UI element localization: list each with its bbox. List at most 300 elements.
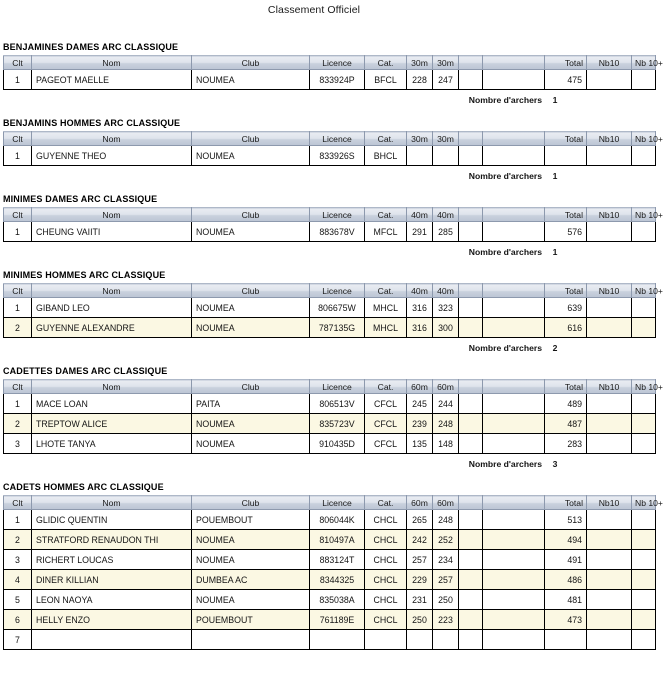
cell-distance-1-score: 229 <box>407 570 433 590</box>
header-distance-2: 40m <box>433 284 459 298</box>
cell-total: 489 <box>545 394 587 414</box>
cell-nb10 <box>587 298 632 318</box>
cell-distance-2-score: 257 <box>433 570 459 590</box>
cell-nb10plus <box>632 146 656 166</box>
header-total: Total <box>545 284 587 298</box>
cell-distance-1-score: 316 <box>407 298 433 318</box>
header-nb10: Nb10 <box>587 380 632 394</box>
table-row[interactable] <box>4 318 656 338</box>
section-gap <box>0 469 628 482</box>
cell-rank: 5 <box>4 590 32 610</box>
cell-total: 486 <box>545 570 587 590</box>
table-row[interactable] <box>4 394 656 414</box>
header-nom: Nom <box>32 208 192 222</box>
cell-distance-2-score: 223 <box>433 610 459 630</box>
header-blank-1 <box>459 56 483 70</box>
cell-club: PAITA <box>192 394 310 414</box>
cell-club: NOUMEA <box>192 70 310 90</box>
results-table <box>3 379 663 454</box>
cell-name <box>32 630 192 650</box>
header-nb10plus: Nb 10+ <box>632 208 656 222</box>
cell-blank-1 <box>459 510 483 530</box>
cell-category: CHCL <box>365 550 407 570</box>
cell-blank-1 <box>459 550 483 570</box>
results-table <box>3 283 663 338</box>
cell-total: 513 <box>545 510 587 530</box>
cell-distance-1-score: 228 <box>407 70 433 90</box>
cell-distance-1-score: 245 <box>407 394 433 414</box>
header-licence: Licence <box>310 208 365 222</box>
archer-count-line <box>0 242 628 257</box>
cell-club: NOUMEA <box>192 146 310 166</box>
cell-rank: 2 <box>4 414 32 434</box>
cell-distance-2-score: 250 <box>433 590 459 610</box>
cell-blank-2 <box>483 590 545 610</box>
cell-distance-2-score <box>433 630 459 650</box>
header-licence: Licence <box>310 496 365 510</box>
cell-total: 491 <box>545 550 587 570</box>
cell-licence: 835723V <box>310 414 365 434</box>
section-title: MINIMES HOMMES ARC CLASSIQUE <box>3 270 166 280</box>
header-nom: Nom <box>32 56 192 70</box>
cell-rank: 4 <box>4 570 32 590</box>
header-blank-2 <box>483 496 545 510</box>
cell-distance-1-score <box>407 630 433 650</box>
table-row[interactable] <box>4 146 656 166</box>
header-club: Club <box>192 496 310 510</box>
cell-blank-1 <box>459 530 483 550</box>
archer-count-line <box>0 166 628 181</box>
cell-blank-2 <box>483 630 545 650</box>
header-club: Club <box>192 208 310 222</box>
cell-distance-1-score: 242 <box>407 530 433 550</box>
cell-nb10plus <box>632 550 656 570</box>
results-section <box>0 118 663 194</box>
header-distance-2: 40m <box>433 208 459 222</box>
cell-licence: 761189E <box>310 610 365 630</box>
cell-licence: 835038A <box>310 590 365 610</box>
cell-blank-1 <box>459 318 483 338</box>
cell-nb10plus <box>632 298 656 318</box>
cell-blank-2 <box>483 434 545 454</box>
cell-licence: 810497A <box>310 530 365 550</box>
table-row[interactable] <box>4 550 656 570</box>
archer-count-value: 3 <box>552 459 558 469</box>
cell-blank-1 <box>459 590 483 610</box>
header-clt: Clt <box>4 56 32 70</box>
cell-nb10plus <box>632 510 656 530</box>
results-table <box>3 495 663 650</box>
cell-name: LEON NAOYA <box>32 590 192 610</box>
cell-name: TREPTOW ALICE <box>32 414 192 434</box>
header-nb10: Nb10 <box>587 132 632 146</box>
header-clt: Clt <box>4 496 32 510</box>
cell-name: CHEUNG VAIITI <box>32 222 192 242</box>
header-distance-2: 30m <box>433 56 459 70</box>
cell-distance-1-score: 265 <box>407 510 433 530</box>
cell-nb10 <box>587 318 632 338</box>
cell-distance-2-score: 248 <box>433 510 459 530</box>
cell-nb10plus <box>632 610 656 630</box>
results-section <box>0 482 663 663</box>
page-title: Classement Officiel <box>267 4 361 16</box>
cell-licence: 787135G <box>310 318 365 338</box>
cell-club: POUEMBOUT <box>192 610 310 630</box>
cell-total: 473 <box>545 610 587 630</box>
table-row[interactable] <box>4 570 656 590</box>
cell-blank-1 <box>459 434 483 454</box>
table-row[interactable] <box>4 510 656 530</box>
cell-blank-2 <box>483 298 545 318</box>
cell-licence: 883678V <box>310 222 365 242</box>
cell-category: BFCL <box>365 70 407 90</box>
cell-distance-2-score: 148 <box>433 434 459 454</box>
archer-count-label: Nombre d'archers <box>468 171 542 181</box>
cell-distance-1-score: 231 <box>407 590 433 610</box>
header-blank-2 <box>483 284 545 298</box>
cell-licence: 806675W <box>310 298 365 318</box>
table-row[interactable] <box>4 610 656 630</box>
cell-category: CFCL <box>365 394 407 414</box>
cell-total <box>545 630 587 650</box>
cell-name: RICHERT LOUCAS <box>32 550 192 570</box>
cell-licence: 8344325 <box>310 570 365 590</box>
title-spacer <box>0 16 628 42</box>
cell-blank-1 <box>459 630 483 650</box>
cell-blank-2 <box>483 530 545 550</box>
cell-blank-1 <box>459 222 483 242</box>
section-title: CADETS HOMMES ARC CLASSIQUE <box>3 482 164 492</box>
header-blank-1 <box>459 496 483 510</box>
table-row[interactable] <box>4 414 656 434</box>
cell-distance-1-score: 257 <box>407 550 433 570</box>
cell-licence <box>310 630 365 650</box>
cell-category: MFCL <box>365 222 407 242</box>
cell-category: MHCL <box>365 318 407 338</box>
results-section <box>0 270 663 366</box>
section-gap <box>0 105 628 118</box>
cell-blank-2 <box>483 610 545 630</box>
cell-nb10plus <box>632 530 656 550</box>
header-club: Club <box>192 284 310 298</box>
archer-count-line <box>0 338 628 353</box>
cell-total: 616 <box>545 318 587 338</box>
cell-blank-2 <box>483 570 545 590</box>
cell-blank-1 <box>459 146 483 166</box>
cell-name: LHOTE TANYA <box>32 434 192 454</box>
table-header-row <box>4 208 656 222</box>
header-nb10: Nb10 <box>587 56 632 70</box>
cell-licence: 806044K <box>310 510 365 530</box>
section-title: BENJAMINS HOMMES ARC CLASSIQUE <box>3 118 181 128</box>
header-blank-2 <box>483 56 545 70</box>
header-licence: Licence <box>310 284 365 298</box>
cell-distance-2-score: 285 <box>433 222 459 242</box>
header-total: Total <box>545 380 587 394</box>
cell-club: NOUMEA <box>192 434 310 454</box>
header-distance-1: 40m <box>407 208 433 222</box>
cell-club: NOUMEA <box>192 414 310 434</box>
cell-total: 639 <box>545 298 587 318</box>
table-header-row <box>4 56 656 70</box>
header-total: Total <box>545 56 587 70</box>
archer-count-value: 2 <box>552 343 558 353</box>
header-blank-2 <box>483 208 545 222</box>
cell-distance-2-score: 247 <box>433 70 459 90</box>
cell-blank-2 <box>483 70 545 90</box>
cell-nb10plus <box>632 70 656 90</box>
header-club: Club <box>192 56 310 70</box>
header-cat: Cat. <box>365 496 407 510</box>
cell-nb10plus <box>632 630 656 650</box>
cell-name: STRATFORD RENAUDON THI <box>32 530 192 550</box>
cell-category: CHCL <box>365 530 407 550</box>
cell-nb10 <box>587 414 632 434</box>
cell-rank: 2 <box>4 530 32 550</box>
header-distance-2: 30m <box>433 132 459 146</box>
header-blank-1 <box>459 132 483 146</box>
cell-nb10 <box>587 590 632 610</box>
cell-name: MACE LOAN <box>32 394 192 414</box>
cell-distance-1-score: 135 <box>407 434 433 454</box>
results-section <box>0 42 663 118</box>
table-row[interactable] <box>4 222 656 242</box>
cell-club: NOUMEA <box>192 530 310 550</box>
table-header-row <box>4 496 656 510</box>
table-row[interactable] <box>4 434 656 454</box>
cell-club: NOUMEA <box>192 590 310 610</box>
cell-licence: 833926S <box>310 146 365 166</box>
header-cat: Cat. <box>365 208 407 222</box>
table-row[interactable] <box>4 530 656 550</box>
header-distance-1: 60m <box>407 496 433 510</box>
header-nb10: Nb10 <box>587 208 632 222</box>
cell-rank: 1 <box>4 510 32 530</box>
header-club: Club <box>192 380 310 394</box>
cell-nb10plus <box>632 414 656 434</box>
header-clt: Clt <box>4 284 32 298</box>
header-distance-1: 30m <box>407 56 433 70</box>
cell-nb10plus <box>632 318 656 338</box>
cell-distance-2-score: 248 <box>433 414 459 434</box>
cell-nb10plus <box>632 590 656 610</box>
header-nom: Nom <box>32 284 192 298</box>
header-licence: Licence <box>310 380 365 394</box>
archer-count-label: Nombre d'archers <box>468 459 542 469</box>
header-blank-1 <box>459 380 483 394</box>
cell-licence: 833924P <box>310 70 365 90</box>
cell-blank-1 <box>459 394 483 414</box>
table-row[interactable] <box>4 298 656 318</box>
cell-nb10plus <box>632 394 656 414</box>
archer-count-label: Nombre d'archers <box>468 247 542 257</box>
header-clt: Clt <box>4 208 32 222</box>
cell-distance-2-score: 300 <box>433 318 459 338</box>
cell-distance-2-score <box>433 146 459 166</box>
section-gap <box>0 181 628 194</box>
cell-club: POUEMBOUT <box>192 510 310 530</box>
cell-distance-1-score: 316 <box>407 318 433 338</box>
sections-container <box>0 42 663 663</box>
table-header-row <box>4 284 656 298</box>
cell-category: CHCL <box>365 510 407 530</box>
header-blank-2 <box>483 380 545 394</box>
cell-nb10 <box>587 394 632 414</box>
cell-club <box>192 630 310 650</box>
header-nb10plus: Nb 10+ <box>632 284 656 298</box>
cell-nb10plus <box>632 222 656 242</box>
cell-licence: 883124T <box>310 550 365 570</box>
header-nom: Nom <box>32 380 192 394</box>
results-section <box>0 194 663 270</box>
cell-name: GUYENNE THEO <box>32 146 192 166</box>
cell-blank-1 <box>459 570 483 590</box>
cell-name: GLIDIC QUENTIN <box>32 510 192 530</box>
archer-count-line <box>0 90 628 105</box>
cell-category: CHCL <box>365 570 407 590</box>
cell-blank-1 <box>459 70 483 90</box>
archer-count-line <box>0 454 628 469</box>
cell-name: PAGEOT MAELLE <box>32 70 192 90</box>
cell-blank-1 <box>459 610 483 630</box>
cell-category <box>365 630 407 650</box>
header-cat: Cat. <box>365 132 407 146</box>
table-row[interactable] <box>4 630 656 650</box>
header-nb10plus: Nb 10+ <box>632 132 656 146</box>
cell-name: HELLY ENZO <box>32 610 192 630</box>
cell-nb10 <box>587 610 632 630</box>
header-total: Total <box>545 208 587 222</box>
cell-licence: 806513V <box>310 394 365 414</box>
header-nb10: Nb10 <box>587 496 632 510</box>
cell-distance-1-score: 291 <box>407 222 433 242</box>
header-cat: Cat. <box>365 56 407 70</box>
cell-nb10 <box>587 70 632 90</box>
cell-total: 576 <box>545 222 587 242</box>
cell-club: NOUMEA <box>192 550 310 570</box>
cell-rank: 1 <box>4 298 32 318</box>
cell-category: CFCL <box>365 414 407 434</box>
cell-rank: 1 <box>4 394 32 414</box>
header-clt: Clt <box>4 132 32 146</box>
header-blank-2 <box>483 132 545 146</box>
section-title: CADETTES DAMES ARC CLASSIQUE <box>3 366 168 376</box>
header-club: Club <box>192 132 310 146</box>
cell-rank: 2 <box>4 318 32 338</box>
cell-category: CHCL <box>365 610 407 630</box>
header-distance-1: 40m <box>407 284 433 298</box>
cell-nb10 <box>587 434 632 454</box>
cell-blank-1 <box>459 414 483 434</box>
header-cat: Cat. <box>365 284 407 298</box>
cell-nb10plus <box>632 570 656 590</box>
cell-licence: 910435D <box>310 434 365 454</box>
cell-nb10 <box>587 570 632 590</box>
cell-name: GUYENNE ALEXANDRE <box>32 318 192 338</box>
archer-count-label: Nombre d'archers <box>468 95 542 105</box>
cell-nb10plus <box>632 434 656 454</box>
header-nb10plus: Nb 10+ <box>632 56 656 70</box>
cell-distance-2-score: 252 <box>433 530 459 550</box>
archer-count-value: 1 <box>552 247 558 257</box>
section-title: BENJAMINES DAMES ARC CLASSIQUE <box>3 42 179 52</box>
cell-blank-2 <box>483 222 545 242</box>
cell-blank-2 <box>483 318 545 338</box>
header-licence: Licence <box>310 132 365 146</box>
header-nb10plus: Nb 10+ <box>632 496 656 510</box>
cell-blank-2 <box>483 510 545 530</box>
section-gap <box>0 650 628 663</box>
cell-nb10 <box>587 530 632 550</box>
cell-blank-2 <box>483 414 545 434</box>
header-nb10: Nb10 <box>587 284 632 298</box>
header-nb10plus: Nb 10+ <box>632 380 656 394</box>
archer-count-label: Nombre d'archers <box>468 343 542 353</box>
cell-distance-1-score <box>407 146 433 166</box>
table-row[interactable] <box>4 70 656 90</box>
cell-rank: 6 <box>4 610 32 630</box>
section-gap <box>0 257 628 270</box>
cell-nb10 <box>587 550 632 570</box>
header-distance-2: 60m <box>433 380 459 394</box>
cell-blank-2 <box>483 394 545 414</box>
table-header-row <box>4 380 656 394</box>
cell-distance-2-score: 234 <box>433 550 459 570</box>
results-table <box>3 55 663 90</box>
cell-name: GIBAND LEO <box>32 298 192 318</box>
cell-rank: 3 <box>4 434 32 454</box>
cell-category: MHCL <box>365 298 407 318</box>
section-gap <box>0 353 628 366</box>
cell-club: NOUMEA <box>192 298 310 318</box>
header-nom: Nom <box>32 496 192 510</box>
cell-club: NOUMEA <box>192 222 310 242</box>
cell-total: 481 <box>545 590 587 610</box>
cell-blank-2 <box>483 550 545 570</box>
cell-nb10 <box>587 630 632 650</box>
header-cat: Cat. <box>365 380 407 394</box>
archer-count-value: 1 <box>552 171 558 181</box>
table-row[interactable] <box>4 590 656 610</box>
cell-nb10 <box>587 146 632 166</box>
cell-blank-1 <box>459 298 483 318</box>
results-table <box>3 207 663 242</box>
header-licence: Licence <box>310 56 365 70</box>
cell-blank-2 <box>483 146 545 166</box>
cell-name: DINER KILLIAN <box>32 570 192 590</box>
cell-distance-2-score: 244 <box>433 394 459 414</box>
cell-rank: 1 <box>4 146 32 166</box>
cell-nb10 <box>587 222 632 242</box>
cell-rank: 1 <box>4 70 32 90</box>
cell-category: BHCL <box>365 146 407 166</box>
cell-total: 494 <box>545 530 587 550</box>
cell-total: 487 <box>545 414 587 434</box>
section-title: MINIMES DAMES ARC CLASSIQUE <box>3 194 158 204</box>
cell-distance-1-score: 239 <box>407 414 433 434</box>
results-table <box>3 131 663 166</box>
cell-rank: 3 <box>4 550 32 570</box>
header-distance-1: 30m <box>407 132 433 146</box>
cell-category: CHCL <box>365 590 407 610</box>
cell-rank: 7 <box>4 630 32 650</box>
table-header-row <box>4 132 656 146</box>
cell-nb10 <box>587 510 632 530</box>
cell-total: 283 <box>545 434 587 454</box>
archer-count-value: 1 <box>552 95 558 105</box>
cell-category: CFCL <box>365 434 407 454</box>
header-distance-2: 60m <box>433 496 459 510</box>
